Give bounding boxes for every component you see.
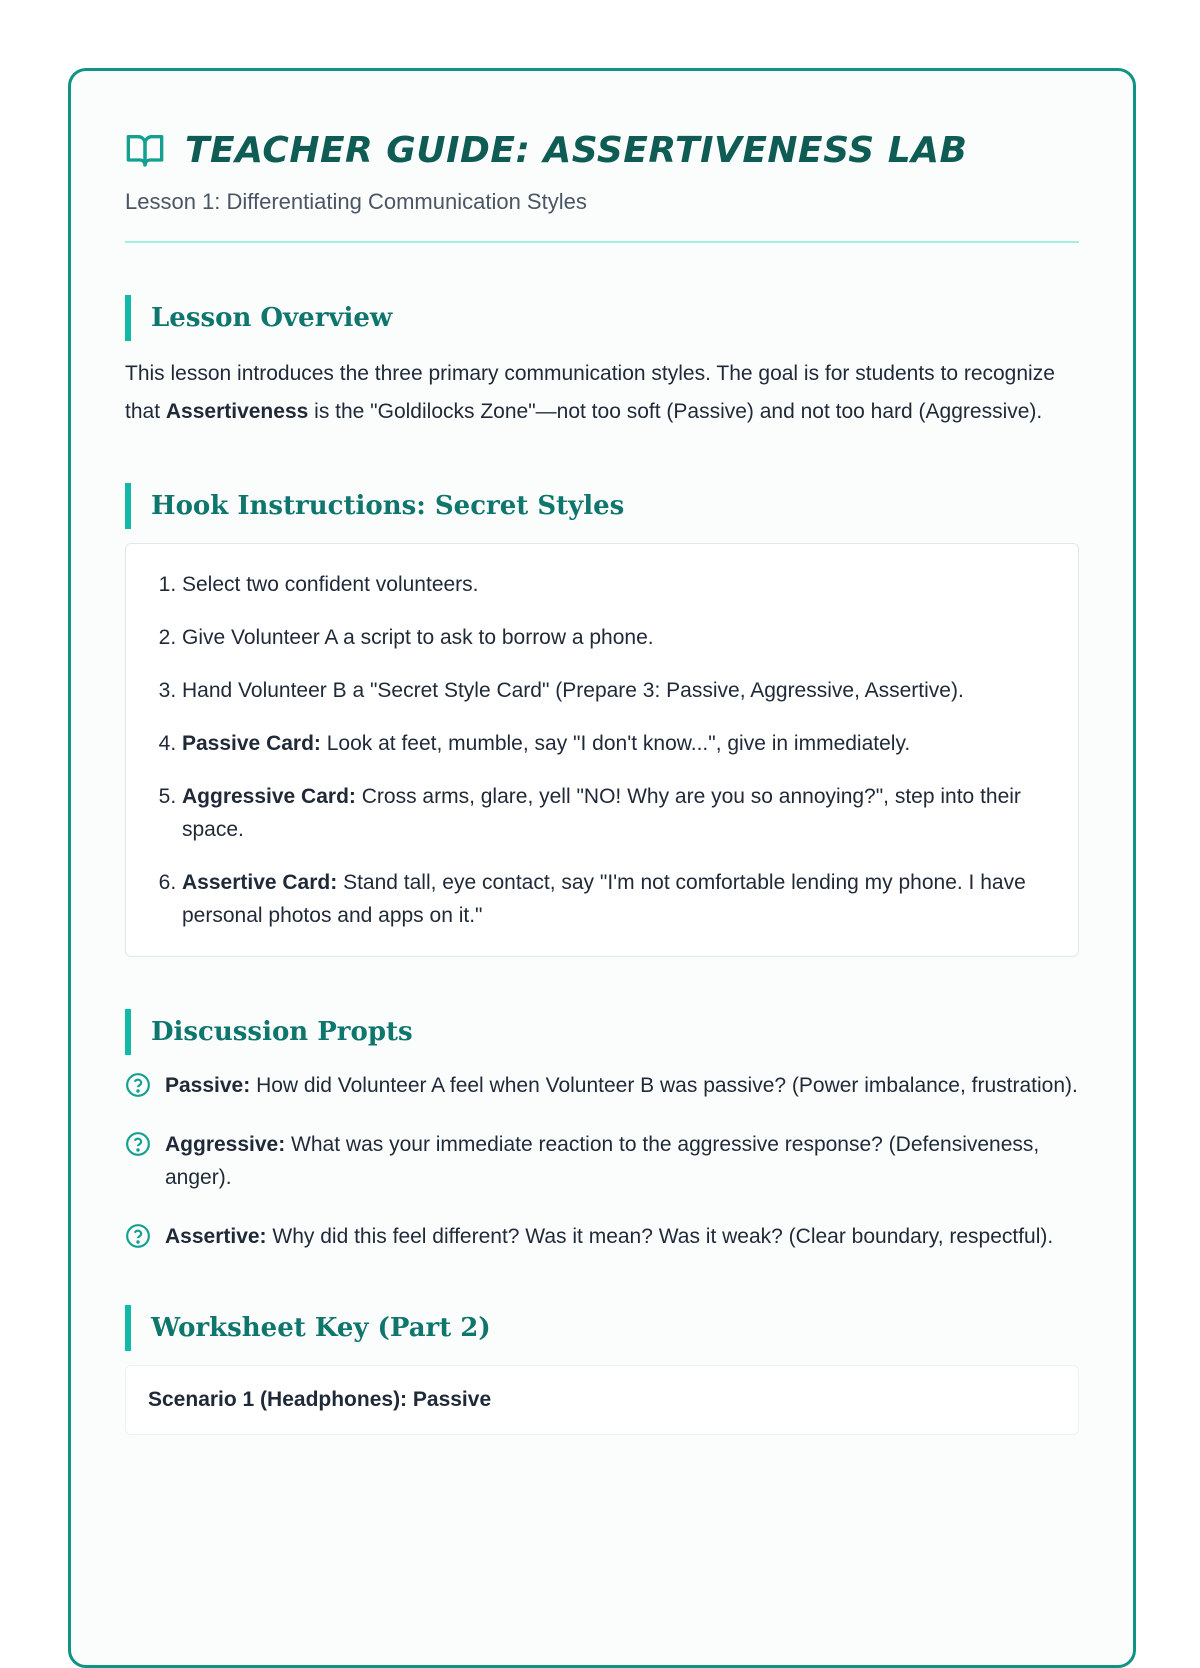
section-heading-hook: Hook Instructions: Secret Styles <box>125 483 1079 529</box>
discussion-prompts <box>125 1069 1079 1253</box>
page-title: TEACHER GUIDE: ASSERTIVENESS LAB <box>185 129 968 171</box>
hook-steps-box <box>125 543 1079 957</box>
section-heading-discussion: Discussion Propts <box>125 1009 1079 1055</box>
worksheet-key-box <box>125 1365 1079 1435</box>
list-item: 6. Assertive Card: Stand tall, eye contact, say "I'm not comfortable lending my phone. I have personal photos and apps on it." <box>182 866 1054 932</box>
list-item: 2. Give Volunteer A a script to ask to borrow a phone. <box>182 621 1054 654</box>
book-open-icon <box>125 130 165 170</box>
discussion-prompt: Aggressive: What was your immediate reaction to the aggressive response? (Defensiveness, anger). <box>125 1128 1079 1194</box>
question-circle-icon <box>125 1072 151 1098</box>
list-item: 1. Select two confident volunteers. <box>182 568 1054 601</box>
page-subtitle: Lesson 1: Differentiating Communication Styles <box>125 189 587 214</box>
list-item: 3. Hand Volunteer B a "Secret Style Card" (Prepare 3: Passive, Aggressive, Assertive). <box>182 674 1054 707</box>
discussion-prompt: Assertive: Why did this feel different? Was it mean? Was it weak? (Clear boundary, respectful). <box>125 1220 1079 1253</box>
header <box>125 125 1079 175</box>
section-heading-worksheet: Worksheet Key (Part 2) <box>125 1305 1079 1351</box>
hook-steps-list <box>156 568 1054 932</box>
scenario-1-answer: Scenario 1 (Headphones): Passive <box>148 1388 492 1411</box>
section-heading-overview: Lesson Overview <box>125 295 1079 341</box>
overview-text: This lesson introduces the three primary communication styles. The goal is for students to recognize that Assertiveness is the "Goldilocks Zone"—not too soft (Passive) and not too hard (Aggressive). <box>125 362 1055 423</box>
discussion-prompt: Passive: How did Volunteer A feel when Volunteer B was passive? (Power imbalance, frustration). <box>125 1069 1079 1102</box>
divider <box>125 241 1079 243</box>
list-item: 5. Aggressive Card: Cross arms, glare, yell "NO! Why are you so annoying?", step into their space. <box>182 780 1054 846</box>
question-circle-icon <box>125 1223 151 1249</box>
question-circle-icon <box>125 1131 151 1157</box>
teacher-guide-card <box>68 68 1136 1668</box>
list-item: 4. Passive Card: Look at feet, mumble, say "I don't know...", give in immediately. <box>182 727 1054 760</box>
